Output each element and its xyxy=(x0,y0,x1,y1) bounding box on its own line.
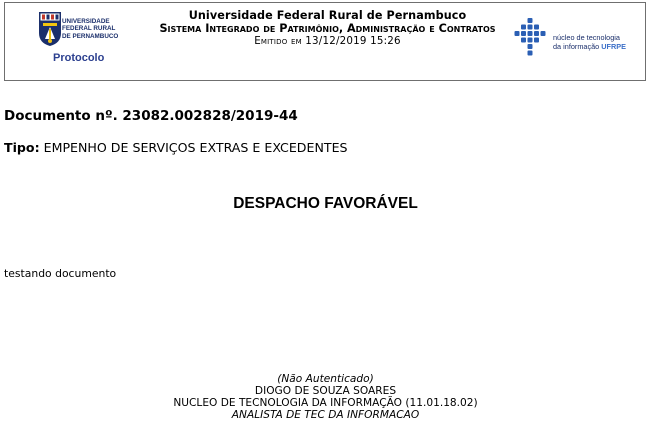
nti-name xyxy=(553,33,626,51)
document-type xyxy=(4,140,348,155)
university-title: Universidade Federal Rural de Pernambuco xyxy=(188,9,467,22)
document-type-label: Tipo: xyxy=(4,140,40,155)
signature-name: DIOGO DE SOUZA SOARES xyxy=(254,385,397,397)
signature-block xyxy=(0,373,651,421)
nti-name-line2-prefix: da informação xyxy=(553,42,602,51)
document-number: Documento nº. 23082.002828/2019-44 xyxy=(4,108,298,124)
nti-plus-dots-icon xyxy=(511,17,551,61)
ufrpe-name-line: UNIVERSIDADE xyxy=(62,18,110,25)
signature-unit: NUCLEO DE TECNOLOGIA DA INFORMAÇÃO (11.01.18.02) xyxy=(173,397,478,409)
ufrpe-name-line: DE PERNAMBUCO xyxy=(62,32,119,40)
ufrpe-shield-icon xyxy=(38,11,62,51)
signature-role: ANALISTA DE TEC DA INFORMACAO xyxy=(231,409,420,421)
emission-date: Emitido em 13/12/2019 15:26 xyxy=(254,35,401,47)
signature-status: (Não Autenticado) xyxy=(277,373,374,385)
document-body: testando documento xyxy=(4,267,117,280)
document-type-value: EMPENHO DE SERVIÇOS EXTRAS E EXCEDENTES xyxy=(39,140,348,155)
header-titles xyxy=(155,9,500,48)
protocolo-label: Protocolo xyxy=(53,52,105,64)
nti-name-line1: núcleo de tecnologia xyxy=(553,33,620,42)
document-header xyxy=(4,2,646,81)
ufrpe-name xyxy=(62,18,132,40)
ufrpe-name-line: FEDERAL RURAL xyxy=(62,25,116,33)
system-title: Sistema Integrado de Patrimônio, Administração e Contratos xyxy=(159,22,496,35)
document-heading: DESPACHO FAVORÁVEL xyxy=(233,195,418,212)
nti-name-line2 xyxy=(553,42,626,51)
nti-brand-ufrpe: UFRPE xyxy=(601,42,627,51)
